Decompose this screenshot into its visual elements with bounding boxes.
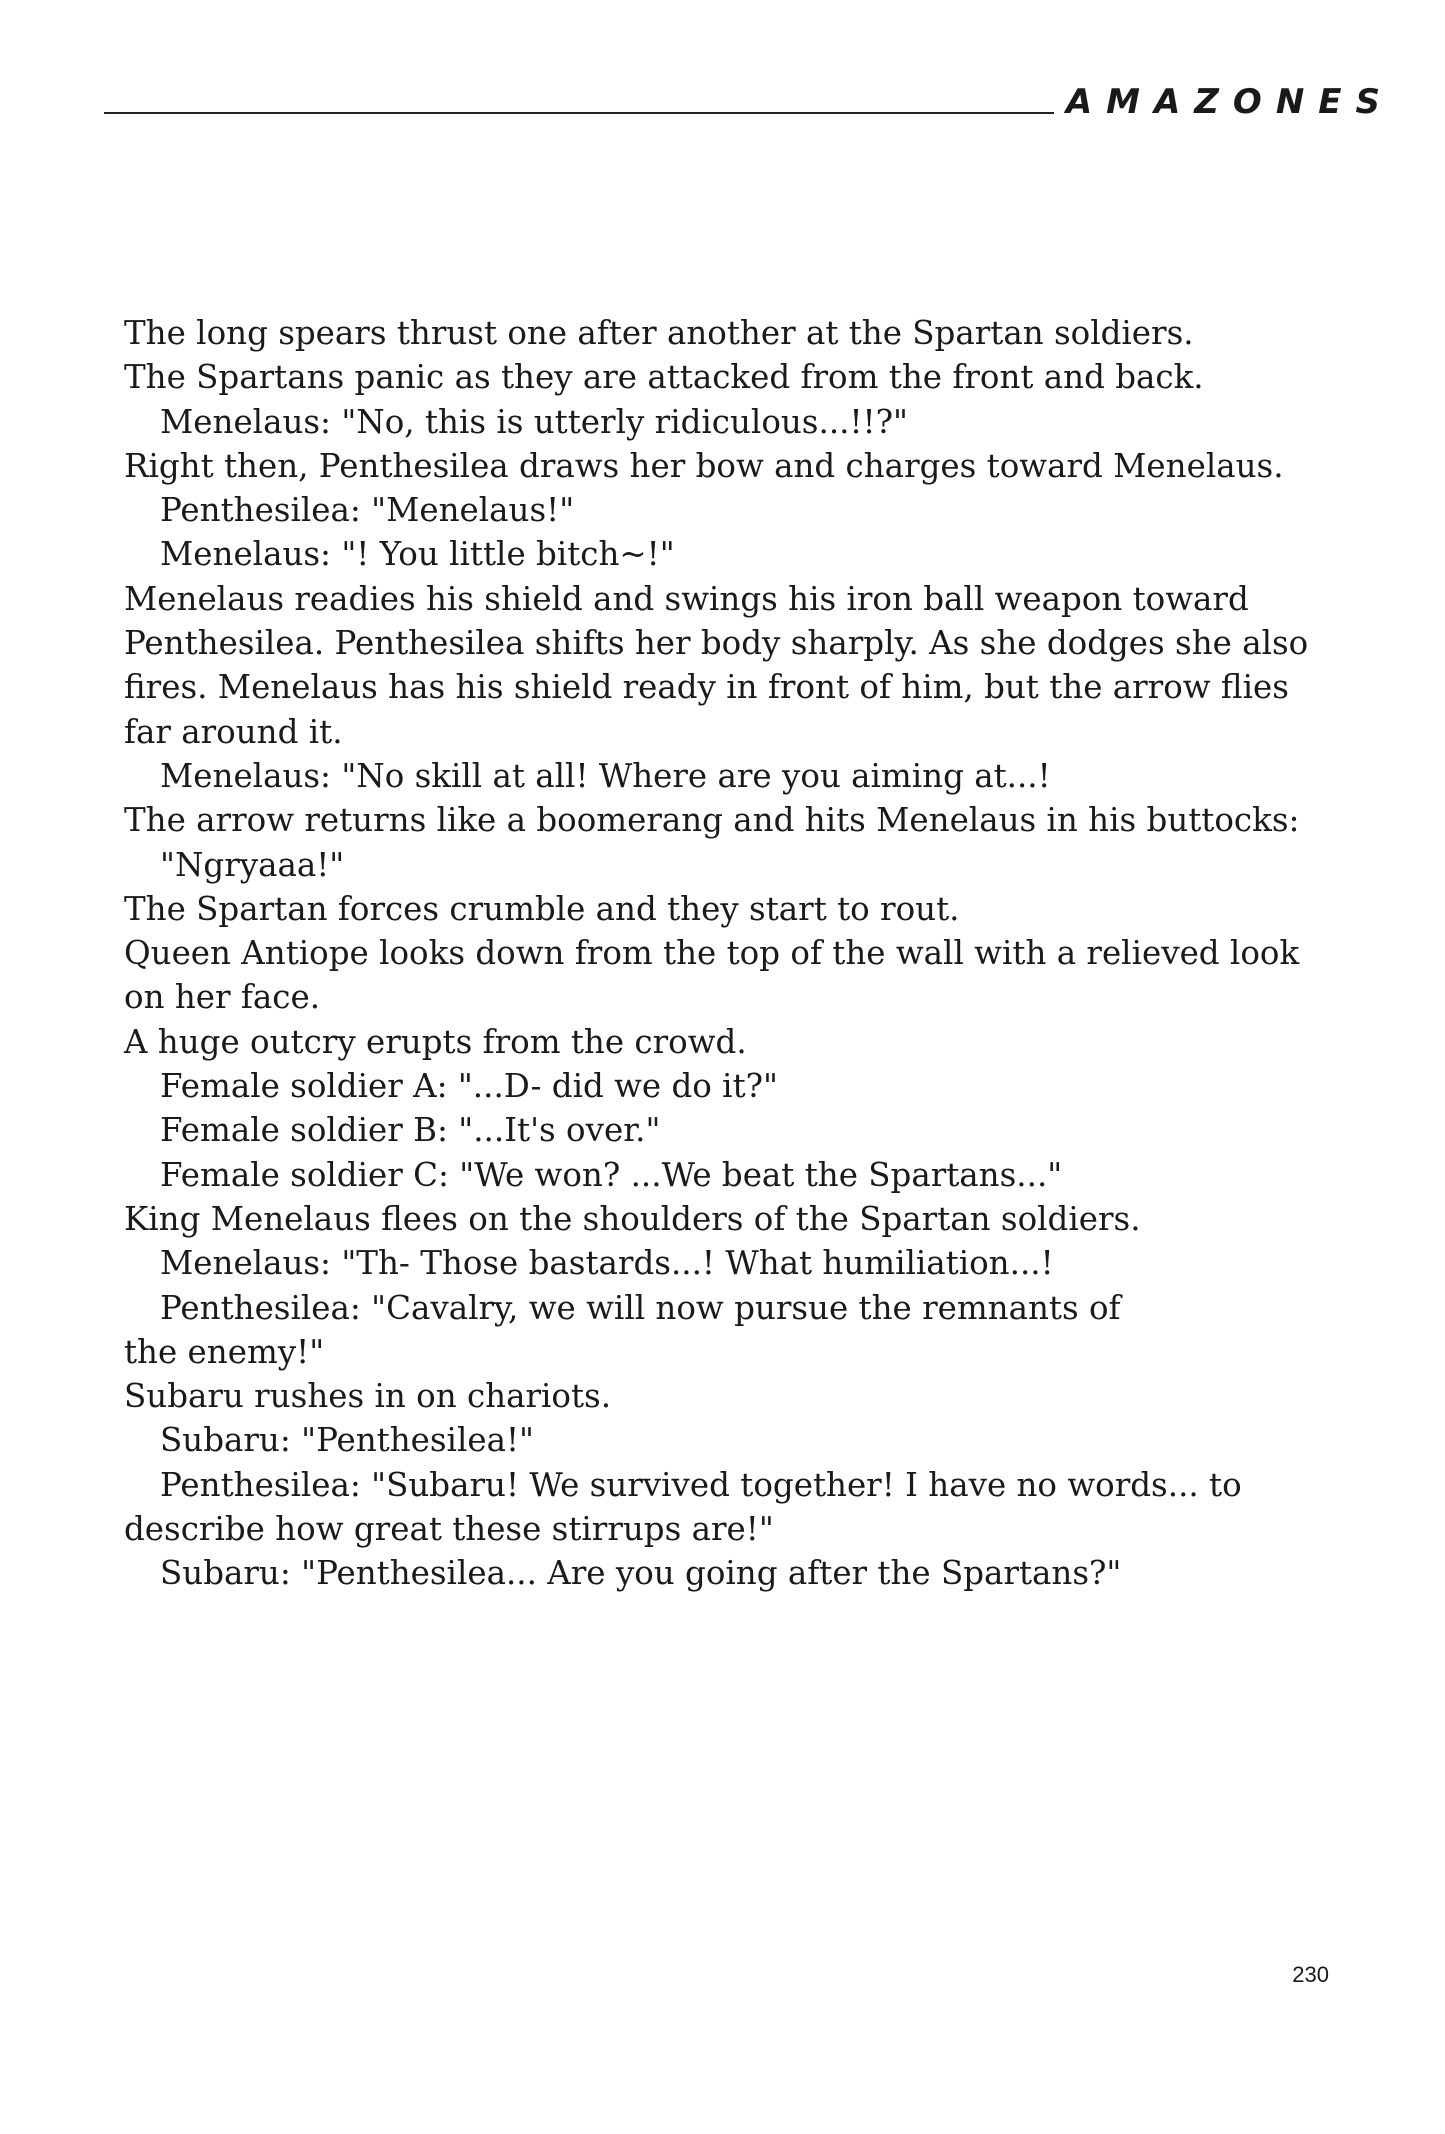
dialogue-line: Female soldier B: "...It's over." (160, 1111, 661, 1150)
dialogue-line: "Ngryaaa!" (160, 845, 345, 884)
dialogue-line: Female soldier C: "We won? ...We beat the Spartans..." (160, 1155, 1063, 1194)
dialogue-line: Penthesilea: "Subaru! We survived together! I have no words... to (160, 1465, 1242, 1504)
text-line: A huge outcry erupts from the crowd. (124, 1022, 747, 1061)
story-text (124, 311, 1364, 1596)
dialogue-line: Menelaus: "! You little bitch~!" (160, 535, 675, 574)
running-header (104, 82, 1394, 132)
text-line: on her face. (124, 978, 321, 1017)
dialogue-line: Menelaus: "No skill at all! Where are you aiming at...! (160, 756, 1051, 795)
dialogue-line: Menelaus: "Th- Those bastards...! What humiliation...! (160, 1244, 1054, 1283)
text-line: fires. Menelaus has his shield ready in front of him, but the arrow flies (124, 668, 1289, 707)
text-line: The arrow returns like a boomerang and hits Menelaus in his buttocks: (124, 801, 1300, 840)
text-line: The Spartans panic as they are attacked from the front and back. (124, 358, 1204, 397)
dialogue-line: Subaru: "Penthesilea... Are you going after the Spartans?" (160, 1554, 1122, 1593)
text-line: The long spears thrust one after another at the Spartan soldiers. (124, 314, 1194, 352)
text-line: Right then, Penthesilea draws her bow and charges toward Menelaus. (124, 446, 1284, 485)
text-line: describe how great these stirrups are!" (124, 1510, 774, 1549)
text-line: Menelaus readies his shield and swings his iron ball weapon toward (124, 579, 1249, 618)
header-rule (104, 112, 1054, 114)
text-line: Subaru rushes in on chariots. (124, 1377, 612, 1416)
text-line: far around it. (124, 712, 343, 751)
dialogue-line: Female soldier A: "...D- did we do it?" (160, 1067, 779, 1106)
text-line: The Spartan forces crumble and they start to rout. (124, 889, 960, 928)
dialogue-line: Subaru: "Penthesilea!" (160, 1421, 534, 1460)
book-title: AMAZONES (1065, 82, 1394, 122)
text-line: King Menelaus flees on the shoulders of the Spartan soldiers. (124, 1199, 1141, 1238)
dialogue-line: Penthesilea: "Cavalry, we will now pursue the remnants of (160, 1288, 1121, 1327)
text-line: Queen Antiope looks down from the top of the wall with a relieved look (124, 934, 1300, 973)
text-line: Penthesilea. Penthesilea shifts her body sharply. As she dodges she also (124, 624, 1309, 663)
page-number: 230 (1292, 1962, 1329, 1987)
text-line: the enemy!" (124, 1332, 325, 1371)
dialogue-line: Menelaus: "No, this is utterly ridiculous...!!?" (160, 402, 908, 441)
dialogue-line: Penthesilea: "Menelaus!" (160, 491, 575, 530)
